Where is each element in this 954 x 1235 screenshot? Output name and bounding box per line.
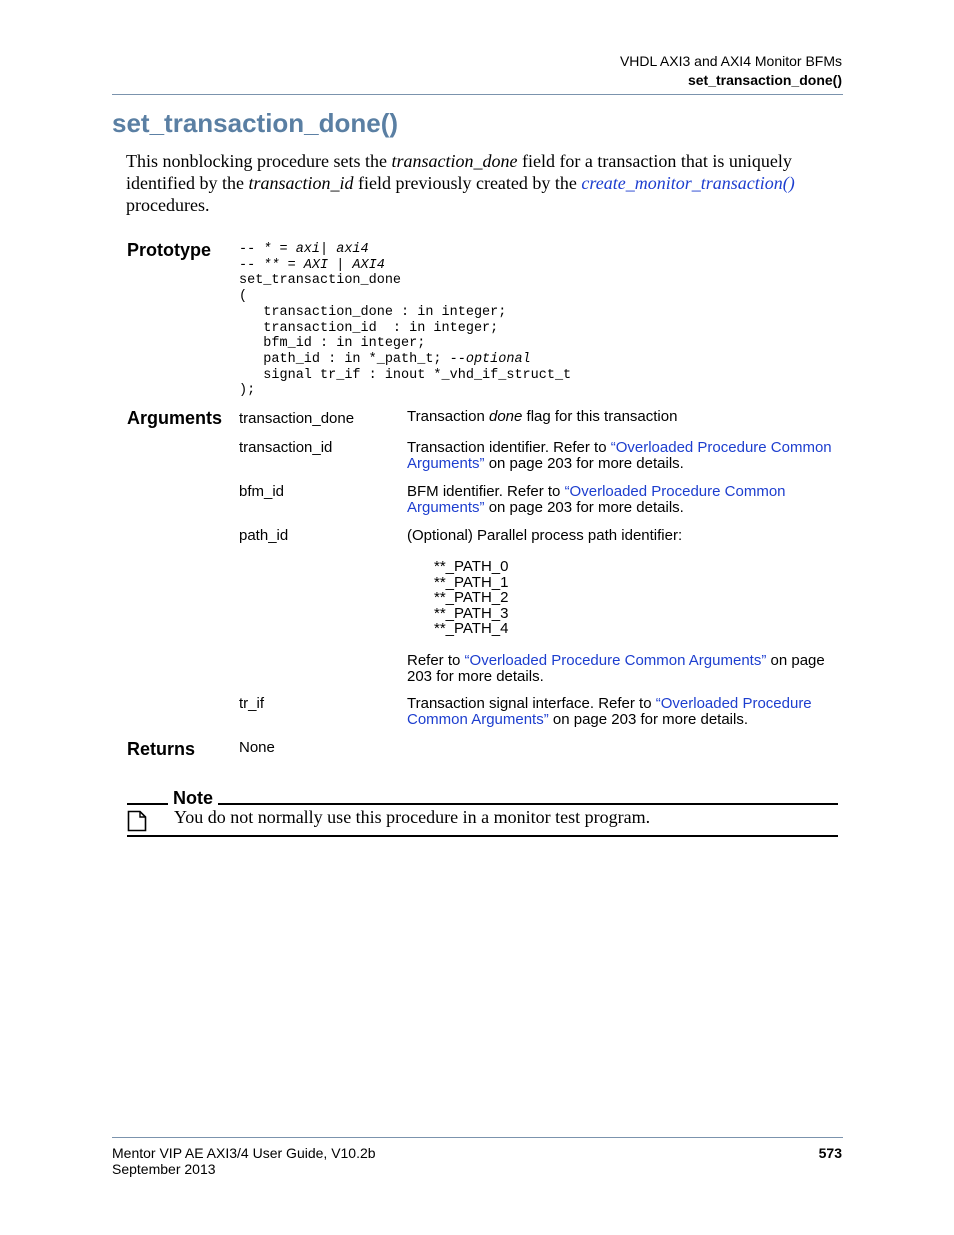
arg-desc-text: Transaction identifier. Refer to — [407, 439, 611, 456]
returns-label: Returns — [127, 739, 196, 759]
arg-name-transaction-done: transaction_done — [239, 410, 355, 427]
arg-desc-transaction-done — [407, 409, 837, 425]
create-monitor-transaction-link[interactable]: create_monitor_transaction() — [581, 173, 795, 193]
code-optional-comment: --optional — [449, 351, 531, 367]
returns-value: None — [239, 739, 275, 756]
code-line-3: set_transaction_done — [239, 273, 402, 289]
intro-text-2: field for a transaction that is uniquely identified by the — [126, 151, 792, 193]
arg-desc-text: Transaction signal interface. Refer to — [407, 695, 656, 712]
code-line-8: path_id : in *_path_t; — [239, 351, 450, 367]
arg-desc-path-id: (Optional) Parallel process path identifier: — [407, 527, 683, 544]
code-line-7: bfm_id : in integer; — [239, 336, 426, 352]
arg-name-bfm-id: bfm_id — [239, 483, 285, 500]
overloaded-args-link[interactable]: “Overloaded Procedure Common Arguments” — [407, 695, 812, 728]
arg-desc-transaction-id — [407, 440, 837, 472]
arguments-label: Arguments — [127, 408, 223, 428]
overloaded-args-link[interactable]: “Overloaded Procedure Common Arguments” — [464, 652, 767, 669]
running-header-section: VHDL AXI3 and AXI4 Monitor BFMs — [619, 53, 842, 69]
arg-desc-path-id-refer — [407, 653, 837, 685]
code-line-6: transaction_id : in integer; — [239, 320, 499, 336]
code-line-5: transaction_done : in integer; — [239, 304, 507, 320]
footer-page-number: 573 — [818, 1145, 842, 1161]
header-rule — [112, 94, 843, 95]
arg-name-tr-if: tr_if — [239, 695, 265, 712]
intro-text-4: procedures. — [126, 195, 210, 215]
arg-desc-text: flag for this transaction — [522, 408, 678, 425]
arg-desc-bfm-id — [407, 484, 837, 516]
path-value: **_PATH_4 — [434, 620, 509, 637]
note-label: Note — [173, 788, 213, 808]
code-comment-2: -- ** = AXI | AXI4 — [239, 257, 385, 273]
intro-text-3: field previously created by the — [353, 173, 582, 193]
arg-desc-em: done — [488, 408, 523, 425]
path-value: **_PATH_3 — [434, 604, 509, 622]
intro-em-transaction-id: transaction_id — [248, 173, 354, 193]
path-value: **_PATH_1 — [434, 573, 509, 591]
code-line-4: ( — [239, 289, 248, 305]
note-rule-left — [127, 803, 168, 805]
note-rule-right — [218, 803, 838, 805]
note-rule-bottom — [127, 835, 838, 837]
overloaded-args-link[interactable]: “Overloaded Procedure Common Arguments” — [407, 439, 832, 472]
footer-date: September 2013 — [112, 1161, 216, 1177]
arg-desc-text: BFM identifier. Refer to — [407, 483, 565, 500]
arg-desc-text: Transaction — [407, 408, 489, 425]
path-value: **_PATH_2 — [434, 589, 509, 606]
arg-desc-tr-if — [407, 696, 837, 728]
arg-desc-text: on page 203 for more details. — [484, 455, 684, 472]
intro-em-transaction-done: transaction_done — [391, 151, 518, 171]
code-line-10: ); — [239, 383, 256, 399]
prototype-code — [239, 242, 571, 399]
note-page-icon — [127, 810, 147, 832]
arg-desc-text: on page 203 for more details. — [407, 652, 825, 685]
overloaded-args-link[interactable]: “Overloaded Procedure Common Arguments” — [407, 483, 786, 516]
footer-guide-title: Mentor VIP AE AXI3/4 User Guide, V10.2b — [112, 1145, 376, 1161]
intro-paragraph — [126, 150, 846, 216]
running-header-topic: set_transaction_done() — [687, 72, 842, 88]
arg-desc-text: on page 203 for more details. — [484, 499, 684, 516]
page-title: set_transaction_done() — [112, 108, 399, 138]
arg-desc-text: Refer to — [407, 652, 465, 669]
arg-name-transaction-id: transaction_id — [239, 439, 333, 456]
footer-rule — [112, 1137, 843, 1138]
arg-desc-text: on page 203 for more details. — [548, 711, 749, 728]
intro-text-1: This nonblocking procedure sets the — [126, 151, 392, 171]
arg-name-path-id: path_id — [239, 527, 289, 544]
path-value: **_PATH_0 — [434, 558, 509, 575]
path-id-values — [434, 559, 508, 637]
code-comment-1: -- * = axi| axi4 — [239, 242, 369, 257]
code-line-9: signal tr_if : inout *_vhd_if_struct_t — [239, 367, 572, 383]
note-text: You do not normally use this procedure in a monitor test program. — [174, 807, 651, 827]
prototype-label: Prototype — [127, 240, 212, 260]
